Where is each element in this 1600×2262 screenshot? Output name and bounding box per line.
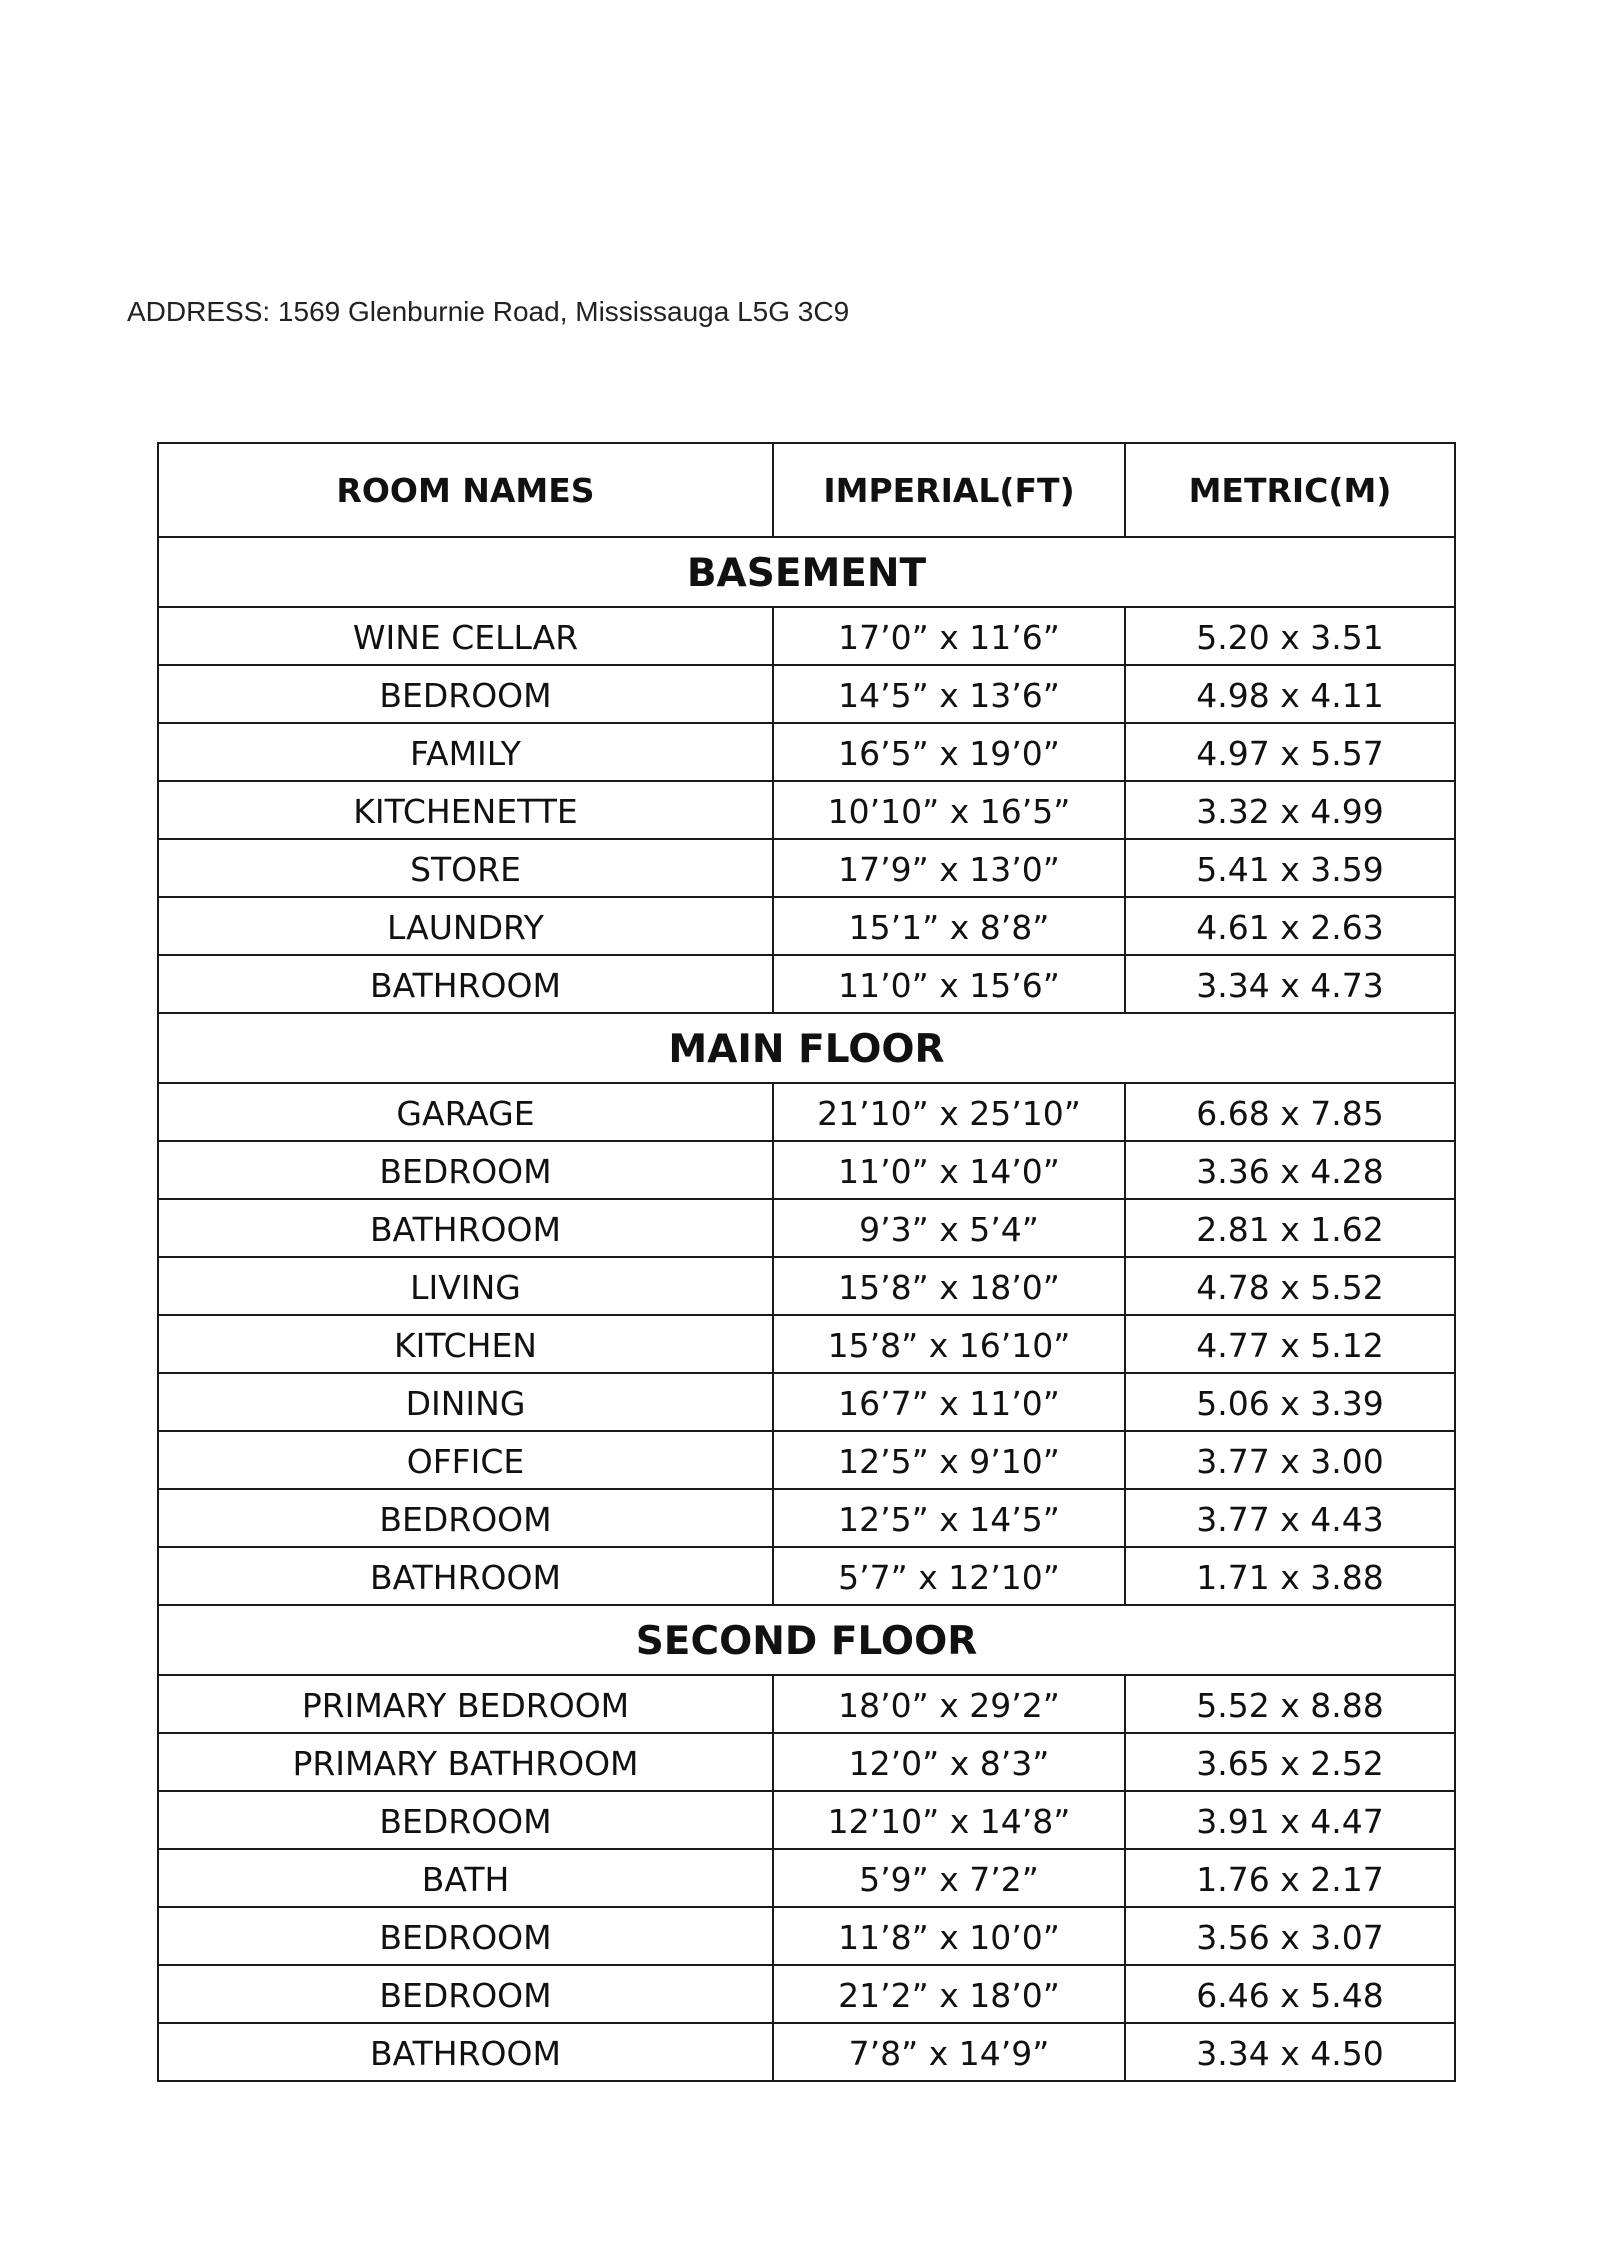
room-name-cell: KITCHENETTE [158, 781, 773, 839]
metric-dimension-cell: 5.06 x 3.39 [1125, 1373, 1455, 1431]
metric-dimension-cell: 3.56 x 3.07 [1125, 1907, 1455, 1965]
table-row [158, 897, 1455, 955]
imperial-dimension-cell: 16’5” x 19’0” [773, 723, 1125, 781]
table-row [158, 1315, 1455, 1373]
room-name-cell: OFFICE [158, 1431, 773, 1489]
metric-dimension-cell: 3.32 x 4.99 [1125, 781, 1455, 839]
room-name-cell: FAMILY [158, 723, 773, 781]
metric-dimension-cell: 4.78 x 5.52 [1125, 1257, 1455, 1315]
room-name-cell: BATHROOM [158, 955, 773, 1013]
table-row [158, 2023, 1455, 2081]
imperial-dimension-cell: 12’0” x 8’3” [773, 1733, 1125, 1791]
room-name-cell: WINE CELLAR [158, 607, 773, 665]
header-imperial: IMPERIAL(FT) [773, 443, 1125, 537]
metric-dimension-cell: 3.77 x 3.00 [1125, 1431, 1455, 1489]
metric-dimension-cell: 4.98 x 4.11 [1125, 665, 1455, 723]
imperial-dimension-cell: 15’8” x 18’0” [773, 1257, 1125, 1315]
table-row [158, 839, 1455, 897]
metric-dimension-cell: 6.46 x 5.48 [1125, 1965, 1455, 2023]
section-title: BASEMENT [158, 537, 1455, 607]
room-name-cell: BATHROOM [158, 1547, 773, 1605]
table-row [158, 723, 1455, 781]
metric-dimension-cell: 5.41 x 3.59 [1125, 839, 1455, 897]
room-name-cell: GARAGE [158, 1083, 773, 1141]
table-row [158, 955, 1455, 1013]
room-name-cell: STORE [158, 839, 773, 897]
imperial-dimension-cell: 11’0” x 15’6” [773, 955, 1125, 1013]
imperial-dimension-cell: 16’7” x 11’0” [773, 1373, 1125, 1431]
metric-dimension-cell: 3.34 x 4.73 [1125, 955, 1455, 1013]
imperial-dimension-cell: 11’0” x 14’0” [773, 1141, 1125, 1199]
header-room-names: ROOM NAMES [158, 443, 773, 537]
imperial-dimension-cell: 17’9” x 13’0” [773, 839, 1125, 897]
metric-dimension-cell: 3.77 x 4.43 [1125, 1489, 1455, 1547]
room-name-cell: BEDROOM [158, 1791, 773, 1849]
imperial-dimension-cell: 7’8” x 14’9” [773, 2023, 1125, 2081]
imperial-dimension-cell: 5’7” x 12’10” [773, 1547, 1125, 1605]
table-row [158, 1791, 1455, 1849]
room-name-cell: BATH [158, 1849, 773, 1907]
room-name-cell: PRIMARY BATHROOM [158, 1733, 773, 1791]
imperial-dimension-cell: 11’8” x 10’0” [773, 1907, 1125, 1965]
room-name-cell: BATHROOM [158, 1199, 773, 1257]
table-row [158, 665, 1455, 723]
metric-dimension-cell: 5.20 x 3.51 [1125, 607, 1455, 665]
room-name-cell: BEDROOM [158, 1489, 773, 1547]
metric-dimension-cell: 1.71 x 3.88 [1125, 1547, 1455, 1605]
imperial-dimension-cell: 14’5” x 13’6” [773, 665, 1125, 723]
imperial-dimension-cell: 5’9” x 7’2” [773, 1849, 1125, 1907]
room-name-cell: BEDROOM [158, 1965, 773, 2023]
room-name-cell: LAUNDRY [158, 897, 773, 955]
metric-dimension-cell: 4.61 x 2.63 [1125, 897, 1455, 955]
header-metric: METRIC(M) [1125, 443, 1455, 537]
table-row [158, 1849, 1455, 1907]
room-name-cell: BEDROOM [158, 665, 773, 723]
table-row [158, 1907, 1455, 1965]
imperial-dimension-cell: 12’10” x 14’8” [773, 1791, 1125, 1849]
metric-dimension-cell: 6.68 x 7.85 [1125, 1083, 1455, 1141]
imperial-dimension-cell: 21’10” x 25’10” [773, 1083, 1125, 1141]
imperial-dimension-cell: 9’3” x 5’4” [773, 1199, 1125, 1257]
table-row [158, 1257, 1455, 1315]
room-name-cell: LIVING [158, 1257, 773, 1315]
imperial-dimension-cell: 12’5” x 9’10” [773, 1431, 1125, 1489]
imperial-dimension-cell: 12’5” x 14’5” [773, 1489, 1125, 1547]
section-row [158, 1013, 1455, 1083]
metric-dimension-cell: 4.77 x 5.12 [1125, 1315, 1455, 1373]
table-row [158, 1733, 1455, 1791]
table-row [158, 1675, 1455, 1733]
room-name-cell: BEDROOM [158, 1141, 773, 1199]
table-row [158, 1199, 1455, 1257]
room-name-cell: KITCHEN [158, 1315, 773, 1373]
room-dimensions-table [157, 442, 1456, 2082]
section-row [158, 1605, 1455, 1675]
metric-dimension-cell: 3.36 x 4.28 [1125, 1141, 1455, 1199]
table-row [158, 1489, 1455, 1547]
imperial-dimension-cell: 15’8” x 16’10” [773, 1315, 1125, 1373]
table-row [158, 1083, 1455, 1141]
table-row [158, 1373, 1455, 1431]
imperial-dimension-cell: 10’10” x 16’5” [773, 781, 1125, 839]
metric-dimension-cell: 3.65 x 2.52 [1125, 1733, 1455, 1791]
room-name-cell: DINING [158, 1373, 773, 1431]
section-title: SECOND FLOOR [158, 1605, 1455, 1675]
room-name-cell: BEDROOM [158, 1907, 773, 1965]
table-header-row [158, 443, 1455, 537]
table-row [158, 607, 1455, 665]
metric-dimension-cell: 3.91 x 4.47 [1125, 1791, 1455, 1849]
table-row [158, 1965, 1455, 2023]
address-line: ADDRESS: 1569 Glenburnie Road, Mississauga L5G 3C9 [127, 296, 850, 327]
metric-dimension-cell: 5.52 x 8.88 [1125, 1675, 1455, 1733]
imperial-dimension-cell: 15’1” x 8’8” [773, 897, 1125, 955]
imperial-dimension-cell: 17’0” x 11’6” [773, 607, 1125, 665]
table-row [158, 781, 1455, 839]
table-row [158, 1431, 1455, 1489]
room-name-cell: PRIMARY BEDROOM [158, 1675, 773, 1733]
table-row [158, 1547, 1455, 1605]
section-title: MAIN FLOOR [158, 1013, 1455, 1083]
metric-dimension-cell: 1.76 x 2.17 [1125, 1849, 1455, 1907]
metric-dimension-cell: 4.97 x 5.57 [1125, 723, 1455, 781]
imperial-dimension-cell: 21’2” x 18’0” [773, 1965, 1125, 2023]
metric-dimension-cell: 2.81 x 1.62 [1125, 1199, 1455, 1257]
room-name-cell: BATHROOM [158, 2023, 773, 2081]
metric-dimension-cell: 3.34 x 4.50 [1125, 2023, 1455, 2081]
table-row [158, 1141, 1455, 1199]
imperial-dimension-cell: 18’0” x 29’2” [773, 1675, 1125, 1733]
section-row [158, 537, 1455, 607]
table-body [158, 537, 1455, 2081]
